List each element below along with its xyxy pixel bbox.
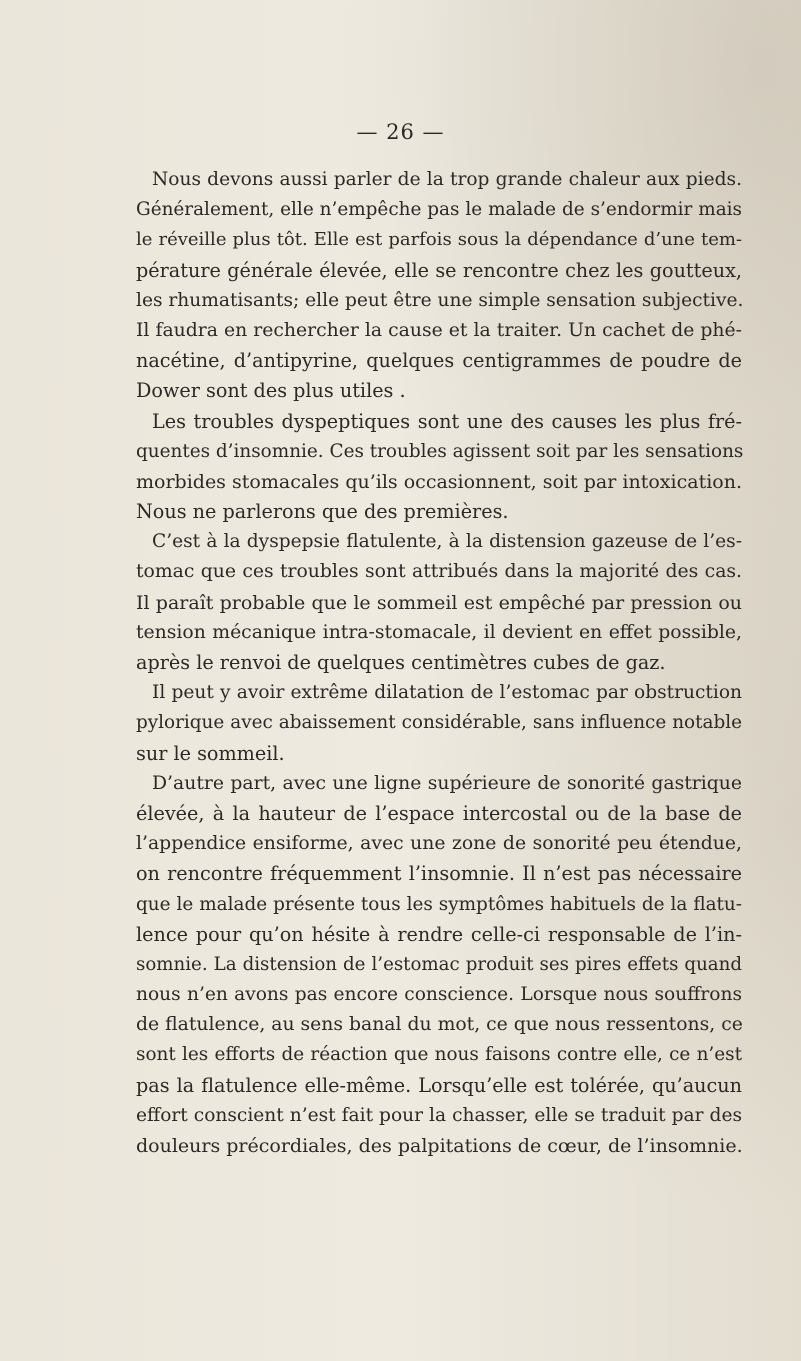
text-line: Les troubles dyspeptiques sont une des causes les plus fré- xyxy=(152,409,742,433)
text-line: lence pour qu’on hésite à rendre celle-ci responsable de l’in- xyxy=(136,922,742,946)
text-line: après le renvoi de quelques centimètres cubes de gaz. xyxy=(136,651,666,674)
text-line: effort conscient n’est fait pour la chasser, elle se traduit par des xyxy=(136,1104,742,1126)
text-line: pas la flatulence elle-même. Lorsqu’elle est tolérée, qu’aucun xyxy=(136,1073,742,1097)
text-line: Généralement, elle n’empêche pas le malade de s’endormir mais xyxy=(136,199,742,221)
text-line: nous n’en avons pas encore conscience. Lorsque nous souffrons xyxy=(136,984,742,1006)
text-line: nacétine, d’antipyrine, quelques centigrammes de poudre de xyxy=(136,349,742,373)
text-line: D’autre part, avec une ligne supérieure de sonorité gastrique xyxy=(152,772,742,794)
body-text xyxy=(136,165,742,1161)
text-line: on rencontre fréquemment l’insomnie. Il n’est pas nécessaire xyxy=(136,862,742,886)
text-line: Nous devons aussi parler de la trop grande chaleur aux pieds. xyxy=(152,169,742,190)
text-line: douleurs précordiales, des palpitations de cœur, de l’insomnie. xyxy=(136,1135,743,1157)
text-line: pérature générale élevée, elle se rencontre chez les goutteux, xyxy=(136,258,742,282)
text-line: morbides stomacales qu’ils occasionnent, soit par intoxication. xyxy=(136,470,742,493)
text-line: Il paraît probable que le sommeil est empêché par pression ou xyxy=(136,591,742,614)
text-line: élevée, à la hauteur de l’espace intercostal ou de la base de xyxy=(136,801,742,825)
text-line: somnie. La distension de l’estomac produit ses pires effets quand xyxy=(136,953,742,975)
text-line: le réveille plus tôt. Elle est parfois sous la dépendance d’une tem- xyxy=(136,229,742,251)
text-line: Il peut y avoir extrême dilatation de l’estomac par obstruction xyxy=(152,682,742,704)
text-line: quentes d’insomnie. Ces troubles agissent soit par les sensations xyxy=(136,440,744,462)
text-line: Nous ne parlerons que des premières. xyxy=(136,500,509,524)
text-line: l’appendice ensiforme, avec une zone de sonorité peu étendue, xyxy=(136,833,742,855)
text-line: sur le sommeil. xyxy=(136,741,285,765)
text-line: Dower sont des plus utiles . xyxy=(136,379,406,403)
text-line: Il faudra en rechercher la cause et la traiter. Un cachet de phé- xyxy=(136,319,742,341)
text-line: C’est à la dyspepsie flatulente, à la distension gazeuse de l’es- xyxy=(152,531,742,553)
text-line: de flatulence, au sens banal du mot, ce que nous ressentons, ce xyxy=(136,1014,743,1036)
page-number: — 26 — xyxy=(356,120,445,144)
text-line: tomac que ces troubles sont attribués dans la majorité des cas. xyxy=(136,561,742,583)
text-line: les rhumatisants; elle peut être une simple sensation subjective. xyxy=(136,289,744,311)
text-line: pylorique avec abaissement considérable, sans influence notable xyxy=(136,712,742,734)
text-line: tension mécanique intra-stomacale, il devient en effet possible, xyxy=(136,621,742,643)
text-line: sont les efforts de réaction que nous faisons contre elle, ce n’est xyxy=(136,1044,742,1066)
text-line: que le malade présente tous les symptômes habituels de la flatu- xyxy=(136,893,742,915)
